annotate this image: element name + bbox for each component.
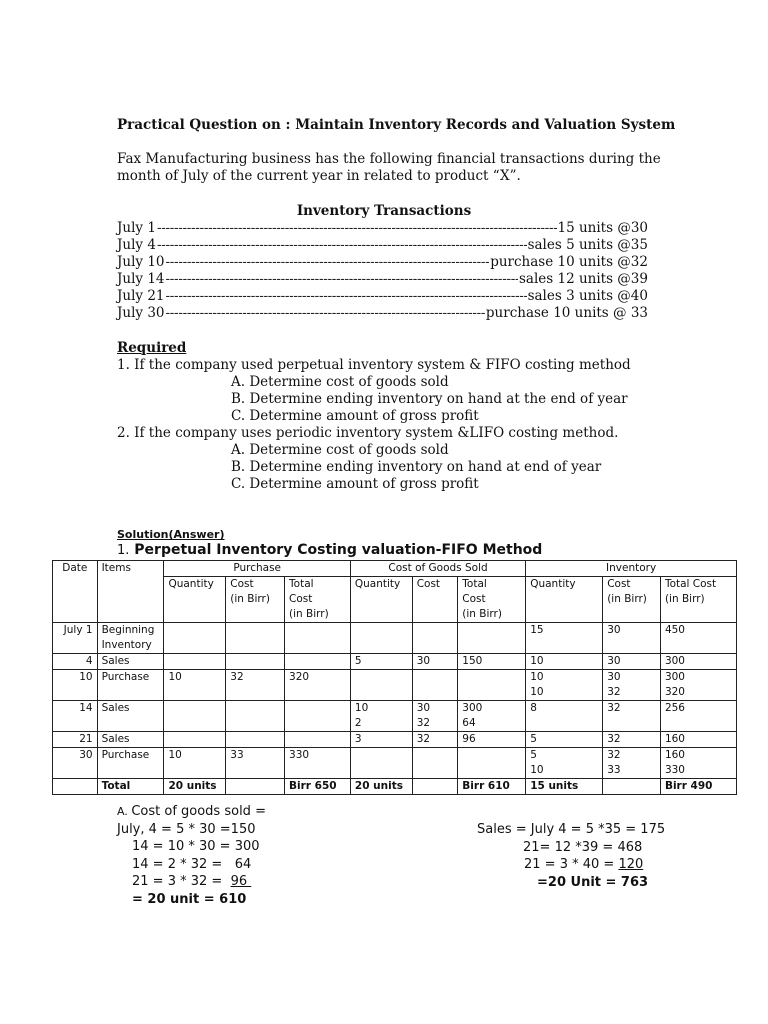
cell-inv-qty: 8: [526, 701, 603, 732]
cogs-underlined-value: 96: [230, 874, 252, 889]
cell-cogs-cost: 30 32: [412, 701, 458, 732]
total-cogs-qty: 20 units: [350, 779, 412, 795]
sales-line: Sales = July 4 = 5 *35 = 175: [477, 822, 666, 837]
total-date: [53, 779, 98, 795]
table-row: [53, 748, 737, 779]
required-heading: Required: [117, 340, 187, 356]
header-cogs-quantity: Quantity: [350, 577, 412, 623]
cell-purchase-total: [285, 623, 351, 654]
header-inventory-quantity: Quantity: [526, 577, 603, 623]
cell-date: 30: [53, 748, 98, 779]
cell-date: 10: [53, 670, 98, 701]
table-title-text: Perpetual Inventory Costing valuation-FIFO Method: [129, 542, 543, 558]
table-row: [53, 670, 737, 701]
cell-cogs-cost: 30: [412, 654, 458, 670]
header-date: Date: [53, 561, 98, 623]
cell-purchase-cost: [226, 623, 285, 654]
cell-cogs-qty: [350, 623, 412, 654]
transaction-row: [117, 254, 648, 271]
cell-cogs-cost: [412, 670, 458, 701]
cogs-line: 14 = 10 * 30 = 300: [132, 839, 260, 854]
sales-line: 21= 12 *39 = 468: [523, 839, 643, 855]
cogs-line-text: 21 = 3 * 32 =: [132, 874, 231, 889]
transaction-row: [117, 220, 648, 237]
total-item: Total: [97, 779, 164, 795]
cogs-line: July, 4 = 5 * 30 =150: [117, 821, 256, 837]
header-inventory-cost: Cost (in Birr): [603, 577, 661, 623]
cell-inv-qty: 15: [526, 623, 603, 654]
question-1-part-a: A. Determine cost of goods sold: [231, 374, 449, 390]
cell-inv-total: 160: [660, 732, 736, 748]
cell-item: Purchase: [97, 748, 164, 779]
cell-purchase-cost: [226, 732, 285, 748]
cell-inv-total: 300: [660, 654, 736, 670]
transaction-date: July 1: [117, 220, 156, 236]
cell-cogs-qty: 3: [350, 732, 412, 748]
table-row: [53, 701, 737, 732]
total-purchase-cost: [226, 779, 285, 795]
cell-purchase-total: [285, 701, 351, 732]
cell-item: Purchase: [97, 670, 164, 701]
transaction-date: July 10: [117, 254, 165, 270]
header-purchase: Purchase: [164, 561, 350, 577]
cell-item: Sales: [97, 701, 164, 732]
intro-paragraph: [117, 151, 661, 185]
transaction-value: 15 units @30: [557, 220, 648, 236]
fifo-inventory-table: [52, 560, 737, 795]
transactions-heading: Inventory Transactions: [296, 203, 472, 219]
cell-purchase-qty: [164, 732, 226, 748]
cell-inv-cost: 30 32: [603, 670, 661, 701]
cogs-line: [117, 873, 266, 891]
cell-date: 21: [53, 732, 98, 748]
cell-purchase-cost: 33: [226, 748, 285, 779]
table-row: [53, 623, 737, 654]
cell-date: 14: [53, 701, 98, 732]
transaction-row: [117, 271, 648, 288]
transaction-row: [117, 237, 648, 254]
transaction-value: purchase 10 units @ 33: [485, 305, 648, 321]
cell-cogs-total: [458, 670, 526, 701]
cell-item: Sales: [97, 732, 164, 748]
question-1: 1. If the company used perpetual inventory system & FIFO costing method: [117, 357, 631, 373]
question-2-part-c: C. Determine amount of gross profit: [231, 476, 479, 492]
cell-inv-total: 450: [660, 623, 736, 654]
cell-cogs-total: 300 64: [458, 701, 526, 732]
question-1-part-b: B. Determine ending inventory on hand at the end of year: [231, 391, 628, 407]
header-items: Items: [97, 561, 164, 623]
cell-purchase-cost: [226, 654, 285, 670]
cell-cogs-qty: 5: [350, 654, 412, 670]
dash-leader: [166, 254, 490, 271]
cell-date: 4: [53, 654, 98, 670]
cell-cogs-cost: [412, 748, 458, 779]
cell-inv-qty: 10: [526, 654, 603, 670]
transactions-list: [117, 220, 648, 322]
cell-inv-qty: 5: [526, 732, 603, 748]
cell-cogs-total: [458, 623, 526, 654]
transaction-value: sales 3 units @40: [527, 288, 648, 304]
header-inventory: Inventory: [526, 561, 737, 577]
cell-inv-cost: 30: [603, 654, 661, 670]
dash-leader: [166, 271, 518, 288]
cell-purchase-total: 320: [285, 670, 351, 701]
cogs-part-letter: A.: [117, 805, 132, 818]
cell-inv-cost: 32: [603, 701, 661, 732]
header-cogs-total-cost: Total Cost (in Birr): [458, 577, 526, 623]
cell-item: Beginning Inventory: [97, 623, 164, 654]
cell-purchase-qty: [164, 654, 226, 670]
cell-cogs-total: [458, 748, 526, 779]
dash-leader: [166, 305, 485, 322]
question-2-part-a: A. Determine cost of goods sold: [231, 442, 449, 458]
cell-cogs-cost: 32: [412, 732, 458, 748]
cell-purchase-cost: 32: [226, 670, 285, 701]
cell-date: July 1: [53, 623, 98, 654]
cell-item: Sales: [97, 654, 164, 670]
header-purchase-total-cost: Total Cost (in Birr): [285, 577, 351, 623]
table-row: [53, 654, 737, 670]
sales-answer: [477, 821, 665, 891]
dash-leader: [157, 220, 557, 237]
total-inv-cost: [603, 779, 661, 795]
header-purchase-cost: Cost (in Birr): [226, 577, 285, 623]
table-title: [117, 542, 542, 558]
total-inv-total: Birr 490: [660, 779, 736, 795]
cell-inv-qty: 10 10: [526, 670, 603, 701]
required-list: [117, 357, 631, 493]
intro-line: month of July of the current year in related to product “X”.: [117, 168, 521, 184]
transaction-value: sales 5 units @35: [527, 237, 648, 253]
transaction-date: July 21: [117, 288, 165, 304]
transaction-date: July 14: [117, 271, 165, 287]
transaction-date: July 30: [117, 305, 165, 321]
cell-purchase-qty: 10: [164, 748, 226, 779]
cell-purchase-cost: [226, 701, 285, 732]
total-cogs-cost: [412, 779, 458, 795]
cell-purchase-total: 330: [285, 748, 351, 779]
cell-inv-cost: 32 33: [603, 748, 661, 779]
cogs-total: = 20 unit = 610: [132, 891, 247, 907]
transaction-row: [117, 305, 648, 322]
sales-underlined-value: 120: [618, 857, 644, 872]
cogs-line: 14 = 2 * 32 = 64: [132, 856, 252, 872]
cell-purchase-qty: [164, 701, 226, 732]
cell-cogs-total: 150: [458, 654, 526, 670]
total-inv-qty: 15 units: [526, 779, 603, 795]
total-purchase-total: Birr 650: [285, 779, 351, 795]
cell-purchase-qty: 10: [164, 670, 226, 701]
table-total-row: [53, 779, 737, 795]
cell-cogs-cost: [412, 623, 458, 654]
transaction-date: July 4: [117, 237, 156, 253]
page-title: Practical Question on : Maintain Inventory Records and Valuation System: [117, 117, 676, 133]
question-1-part-c: C. Determine amount of gross profit: [231, 408, 479, 424]
cell-purchase-total: [285, 654, 351, 670]
table-title-number: 1.: [117, 543, 130, 558]
transaction-value: sales 12 units @39: [518, 271, 648, 287]
total-cogs-total: Birr 610: [458, 779, 526, 795]
cell-cogs-qty: [350, 670, 412, 701]
header-cost-of-goods-sold: Cost of Goods Sold: [350, 561, 525, 577]
solution-heading: Solution(Answer): [117, 528, 225, 541]
dash-leader: [166, 288, 527, 305]
cell-inv-total: 160 330: [660, 748, 736, 779]
cell-cogs-qty: [350, 748, 412, 779]
cost-of-goods-sold-answer: [117, 803, 266, 908]
header-purchase-quantity: Quantity: [164, 577, 226, 623]
cell-cogs-qty: 10 2: [350, 701, 412, 732]
cell-inv-cost: 30: [603, 623, 661, 654]
dash-leader: [157, 237, 527, 254]
question-2: 2. If the company uses periodic inventory system &LIFO costing method.: [117, 425, 619, 441]
cell-inv-total: 256: [660, 701, 736, 732]
transaction-value: purchase 10 units @32: [490, 254, 648, 270]
cell-inv-qty: 5 10: [526, 748, 603, 779]
table-row: [53, 732, 737, 748]
header-inventory-total-cost: Total Cost (in Birr): [660, 577, 736, 623]
sales-total: =20 Unit = 763: [537, 874, 649, 890]
cell-inv-total: 300 320: [660, 670, 736, 701]
total-purchase-qty: 20 units: [164, 779, 226, 795]
header-cogs-cost: Cost: [412, 577, 458, 623]
cell-purchase-total: [285, 732, 351, 748]
cogs-label: Cost of goods sold =: [131, 804, 266, 819]
cogs-heading: [117, 803, 266, 821]
transaction-row: [117, 288, 648, 305]
cell-cogs-total: 96: [458, 732, 526, 748]
sales-line: [477, 856, 665, 874]
sales-line-text: 21 = 3 * 40 =: [524, 857, 619, 872]
question-2-part-b: B. Determine ending inventory on hand at end of year: [231, 459, 602, 475]
cell-inv-cost: 32: [603, 732, 661, 748]
cell-purchase-qty: [164, 623, 226, 654]
intro-line: Fax Manufacturing business has the following financial transactions during the: [117, 151, 661, 167]
